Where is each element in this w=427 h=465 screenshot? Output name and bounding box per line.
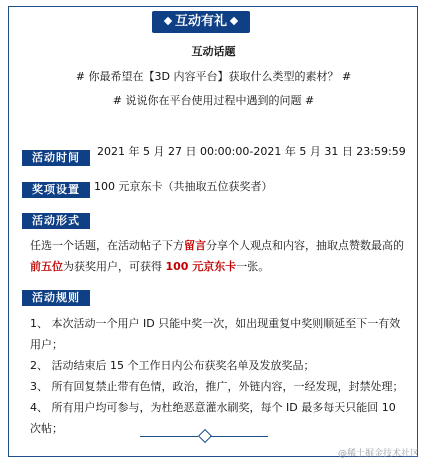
watermark: @稀土掘金技术社区 [337, 449, 419, 459]
highlight-comment: 留言 [184, 239, 206, 252]
highlight-top-five: 前五位 [30, 260, 63, 273]
activity-time-value: 2021 年 5 月 27 日 00:00:00-2021 年 5 月 31 日 23:59:59 [97, 145, 406, 158]
label-activity-format: 活动形式 [22, 213, 90, 229]
prize-value: 100 元京东卡（共抽取五位获奖者） [94, 180, 273, 193]
rule-item: 4、 所有用户均可参与，为杜绝恶意灌水刷奖，每个 ID 最多每天只能回 10 次帖； [30, 401, 396, 435]
topic-1: # 你最希望在【3D 内容平台】获取什么类型的素材？ # [75, 70, 352, 83]
rule-item: 1、 本次活动一个用户 ID 只能中奖一次，如出现重复中奖则顺延至下一有效用户； [30, 317, 401, 351]
diamond-icon [164, 16, 172, 24]
label-activity-rules: 活动规则 [22, 290, 90, 306]
subtitle: 互动话题 [191, 45, 236, 58]
topic-2: # 说说你在平台使用过程中遇到的问题 # [112, 94, 315, 107]
divider-line-right [210, 436, 268, 437]
rule-item: 3、 所有回复禁止带有色情，政治，推广，外链内容，一经发现，封禁处理； [30, 380, 404, 393]
label-activity-time: 活动时间 [22, 150, 90, 166]
rule-item: 2、 活动结束后 15 个工作日内公布获奖名单及发放奖品； [30, 359, 315, 372]
divider-line-left [140, 436, 198, 437]
label-prize-setting: 奖项设置 [22, 182, 90, 198]
highlight-prize: 100 元京东卡 [165, 260, 237, 273]
activity-format-text: 任选一个话题，在活动帖子下方留言分享个人观点和内容，抽取点赞数最高的前五位为获奖用户，可获得 100 元京东卡一张。 [30, 239, 404, 273]
header-pill [152, 11, 250, 33]
header-pill-label: 互动有礼 [174, 14, 227, 29]
diamond-icon [230, 16, 238, 24]
